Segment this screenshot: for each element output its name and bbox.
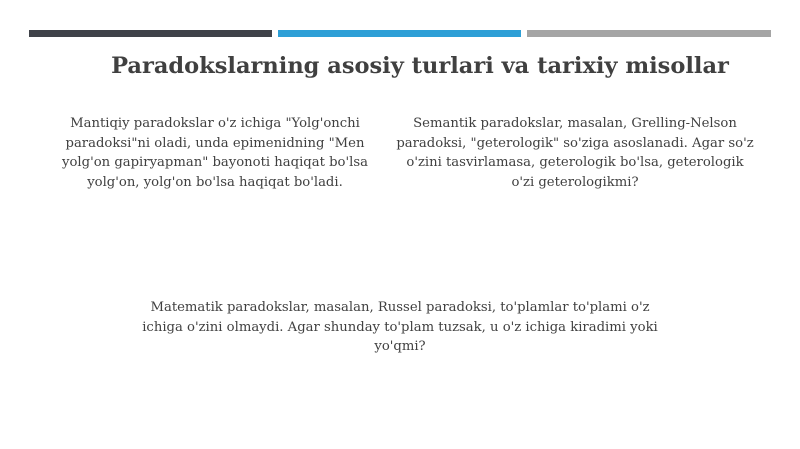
paragraph-semantic-paradoxes: Semantik paradokslar, masalan, Grelling-Nelson paradoksi, "geterologik" so'ziga asoslanadi. Agar so'z o'zini tasvirlamasa, geterologik bo'lsa, geterologik o'zi geterologikmi? [396,116,754,190]
paragraph-mathematical-paradoxes: Matematik paradokslar, masalan, Russel paradoksi, to'plamlar to'plami o'z ichiga o'zini olmaydi. Agar shunday to'plam tuzsak, u o'z ichiga kiradimi yoki yo'qmi? [142,300,658,354]
accent-bar-gray [527,30,771,37]
paragraph-logical-paradoxes: Mantiqiy paradokslar o'z ichiga "Yolg'onchi paradoksi"ni oladi, unda epimenidning "Men yolg'on gapiryapman" bayonoti haqiqat bo'lsa yolg'on, yolg'on bo'lsa haqiqat bo'ladi. [62,116,368,190]
accent-bar-blue [278,30,521,37]
accent-bar-dark [29,30,272,37]
slide-title: Paradokslarning asosiy turlari va tarixiy misollar [111,53,729,79]
